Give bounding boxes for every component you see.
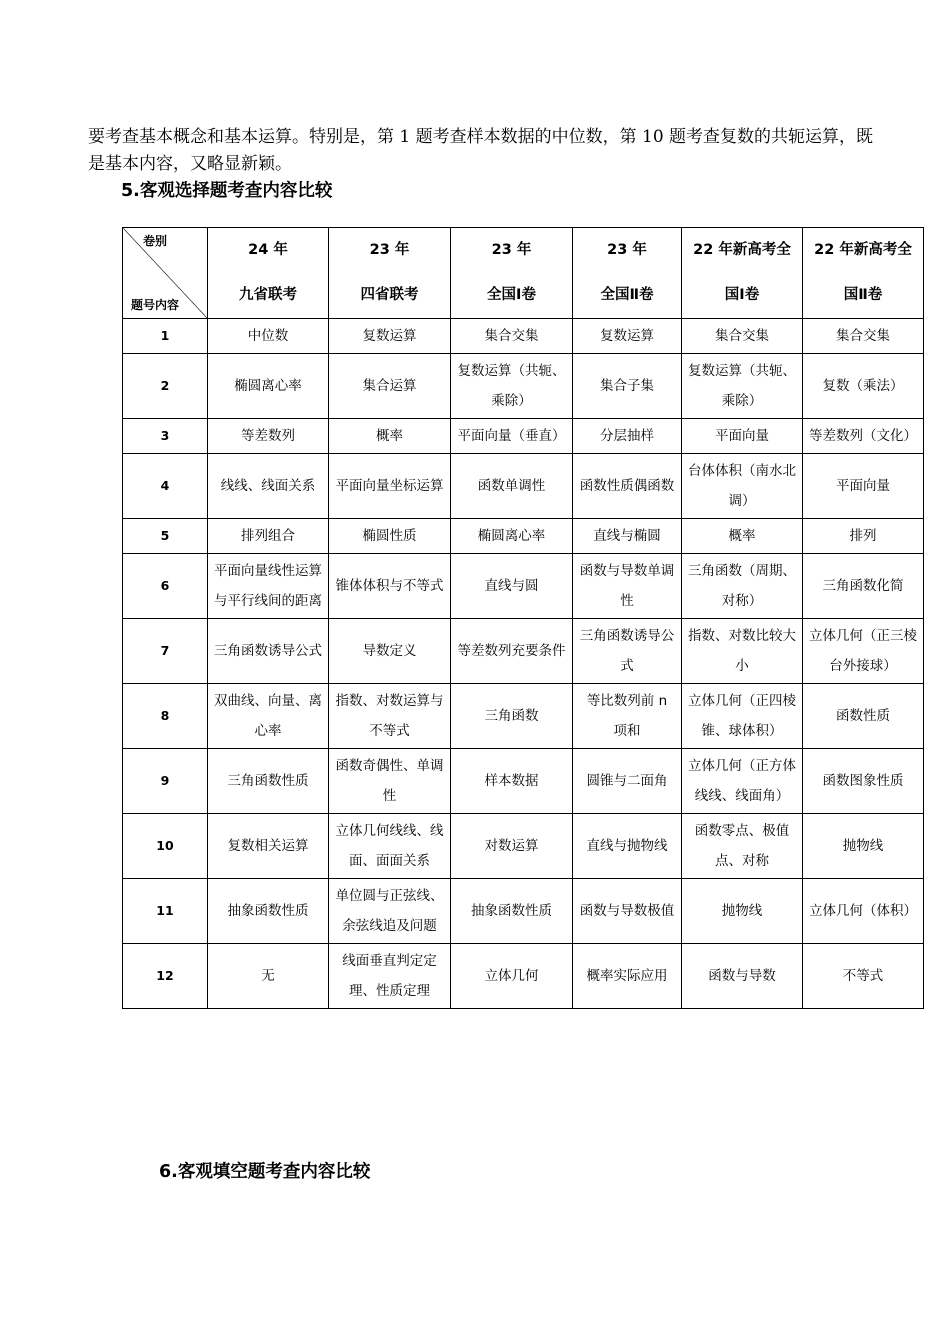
- table-cell: 椭圆离心率: [451, 519, 573, 554]
- table-cell: 函数与导数极值: [573, 879, 682, 944]
- table-cell: 线线、线面关系: [208, 454, 329, 519]
- table-cell: 指数、对数运算与不等式: [329, 684, 451, 749]
- table-cell: 概率: [682, 519, 803, 554]
- table-row: [123, 454, 924, 519]
- table-row: [123, 619, 924, 684]
- corner-label-paper: 卷别: [142, 234, 167, 248]
- column-header-exam: 国Ⅱ卷: [843, 287, 883, 303]
- column-header: [208, 228, 329, 319]
- corner-label-question: 题号内容: [131, 298, 180, 312]
- table-cell: 样本数据: [451, 749, 573, 814]
- column-header: [451, 228, 573, 319]
- column-header-exam: 国Ⅰ卷: [724, 287, 760, 303]
- table-cell: 对数运算: [451, 814, 573, 879]
- table-cell: 三角函数诱导公式: [208, 619, 329, 684]
- table-cell: 三角函数: [451, 684, 573, 749]
- table-cell: 排列组合: [208, 519, 329, 554]
- table-cell: 函数性质: [803, 684, 924, 749]
- column-header: [803, 228, 924, 319]
- table-cell: 复数运算（共轭、乘除）: [451, 354, 573, 419]
- table-cell: 集合交集: [803, 319, 924, 354]
- table-cell: 函数图象性质: [803, 749, 924, 814]
- section-6-heading: 6.客观填空题考查内容比较: [159, 1162, 371, 1182]
- column-header-year: 23 年: [369, 242, 410, 258]
- column-header-year: 24 年: [248, 242, 288, 258]
- column-header-exam: 全国Ⅰ卷: [487, 287, 536, 303]
- table-cell: 概率实际应用: [573, 944, 682, 1009]
- table-cell: 立体几何: [451, 944, 573, 1009]
- table-cell: 等差数列（文化）: [803, 419, 924, 454]
- table-cell: 单位圆与正弦线、余弦线追及问题: [329, 879, 451, 944]
- table-cell: 函数单调性: [451, 454, 573, 519]
- table-cell: 三角函数化简: [803, 554, 924, 619]
- table-cell: 三角函数性质: [208, 749, 329, 814]
- table-cell: 平面向量（垂直）: [451, 419, 573, 454]
- table-cell: 立体几何（正四棱锥、球体积）: [682, 684, 803, 749]
- table-cell: 函数与导数: [682, 944, 803, 1009]
- table-cell: 椭圆离心率: [208, 354, 329, 419]
- table-cell: 集合子集: [573, 354, 682, 419]
- table-cell: 不等式: [803, 944, 924, 1009]
- table-cell: 等差数列: [208, 419, 329, 454]
- column-header-year: 22 年新高考全: [693, 242, 791, 258]
- table-cell: 抛物线: [682, 879, 803, 944]
- table-cell: 分层抽样: [573, 419, 682, 454]
- comparison-table: [122, 227, 924, 1009]
- table-cell: 立体几何（正方体线线、线面角）: [682, 749, 803, 814]
- table-cell: 三角函数诱导公式: [573, 619, 682, 684]
- table-corner-cell: [123, 228, 208, 319]
- table-row: [123, 879, 924, 944]
- question-number: 4: [123, 454, 208, 519]
- table-cell: 概率: [329, 419, 451, 454]
- table-cell: 函数性质偶函数: [573, 454, 682, 519]
- table-cell: 线面垂直判定定理、性质定理: [329, 944, 451, 1009]
- question-number: 11: [123, 879, 208, 944]
- table-cell: 平面向量: [803, 454, 924, 519]
- table-cell: 双曲线、向量、离心率: [208, 684, 329, 749]
- question-number: 7: [123, 619, 208, 684]
- table-cell: 台体体积（南水北调）: [682, 454, 803, 519]
- table-cell: 复数（乘法）: [803, 354, 924, 419]
- column-header: [329, 228, 451, 319]
- table-header-row: [123, 228, 924, 319]
- table-row: [123, 944, 924, 1009]
- table-row: [123, 319, 924, 354]
- table-row: [123, 749, 924, 814]
- table-cell: 等差数列充要条件: [451, 619, 573, 684]
- column-header-year: 22 年新高考全: [814, 242, 912, 258]
- table-cell: 中位数: [208, 319, 329, 354]
- section-5-heading: 5.客观选择题考查内容比较: [121, 181, 333, 201]
- table-cell: 复数运算: [329, 319, 451, 354]
- table-cell: 函数奇偶性、单调性: [329, 749, 451, 814]
- table-cell: 抽象函数性质: [451, 879, 573, 944]
- table-cell: 锥体体积与不等式: [329, 554, 451, 619]
- table-cell: 立体几何线线、线面、面面关系: [329, 814, 451, 879]
- table-cell: 复数运算: [573, 319, 682, 354]
- question-number: 8: [123, 684, 208, 749]
- table-cell: 排列: [803, 519, 924, 554]
- table-cell: 集合运算: [329, 354, 451, 419]
- question-number: 6: [123, 554, 208, 619]
- table-cell: 直线与圆: [451, 554, 573, 619]
- table-cell: 三角函数（周期、对称）: [682, 554, 803, 619]
- table-row: [123, 354, 924, 419]
- column-header-year: 23 年: [607, 242, 647, 258]
- table-row: [123, 419, 924, 454]
- question-number: 1: [123, 319, 208, 354]
- table-cell: 函数零点、极值点、对称: [682, 814, 803, 879]
- table-cell: 指数、对数比较大小: [682, 619, 803, 684]
- table-cell: 立体几何（正三棱台外接球）: [803, 619, 924, 684]
- column-header-exam: 全国Ⅱ卷: [600, 287, 654, 303]
- table-cell: 导数定义: [329, 619, 451, 684]
- table-cell: 函数与导数单调性: [573, 554, 682, 619]
- table-cell: 等比数列前 n 项和: [573, 684, 682, 749]
- intro-paragraph: 要考查基本概念和基本运算。特别是，第 1 题考查样本数据的中位数，第 10 题考查复数的共轭运算，既是基本内容，又略显新颖。: [88, 127, 874, 174]
- question-number: 2: [123, 354, 208, 419]
- table-cell: 直线与椭圆: [573, 519, 682, 554]
- question-number: 10: [123, 814, 208, 879]
- question-number: 9: [123, 749, 208, 814]
- table-cell: 集合交集: [451, 319, 573, 354]
- table-row: [123, 554, 924, 619]
- table-row: [123, 814, 924, 879]
- table-cell: 平面向量: [682, 419, 803, 454]
- table-cell: 集合交集: [682, 319, 803, 354]
- table-cell: 直线与抛物线: [573, 814, 682, 879]
- table-cell: 圆锥与二面角: [573, 749, 682, 814]
- table-cell: 椭圆性质: [329, 519, 451, 554]
- table-cell: 立体几何（体积）: [803, 879, 924, 944]
- table-cell: 无: [208, 944, 329, 1009]
- table-row: [123, 684, 924, 749]
- table-cell: 平面向量线性运算与平行线间的距离: [208, 554, 329, 619]
- table-cell: 复数运算（共轭、乘除）: [682, 354, 803, 419]
- column-header-exam: 九省联考: [239, 287, 297, 303]
- column-header-year: 23 年: [491, 242, 532, 258]
- column-header: [682, 228, 803, 319]
- table-cell: 抛物线: [803, 814, 924, 879]
- table-cell: 平面向量坐标运算: [329, 454, 451, 519]
- question-number: 3: [123, 419, 208, 454]
- table-cell: 抽象函数性质: [208, 879, 329, 944]
- question-number: 12: [123, 944, 208, 1009]
- column-header-exam: 四省联考: [360, 287, 419, 303]
- table-row: [123, 519, 924, 554]
- question-number: 5: [123, 519, 208, 554]
- column-header: [573, 228, 682, 319]
- table-cell: 复数相关运算: [208, 814, 329, 879]
